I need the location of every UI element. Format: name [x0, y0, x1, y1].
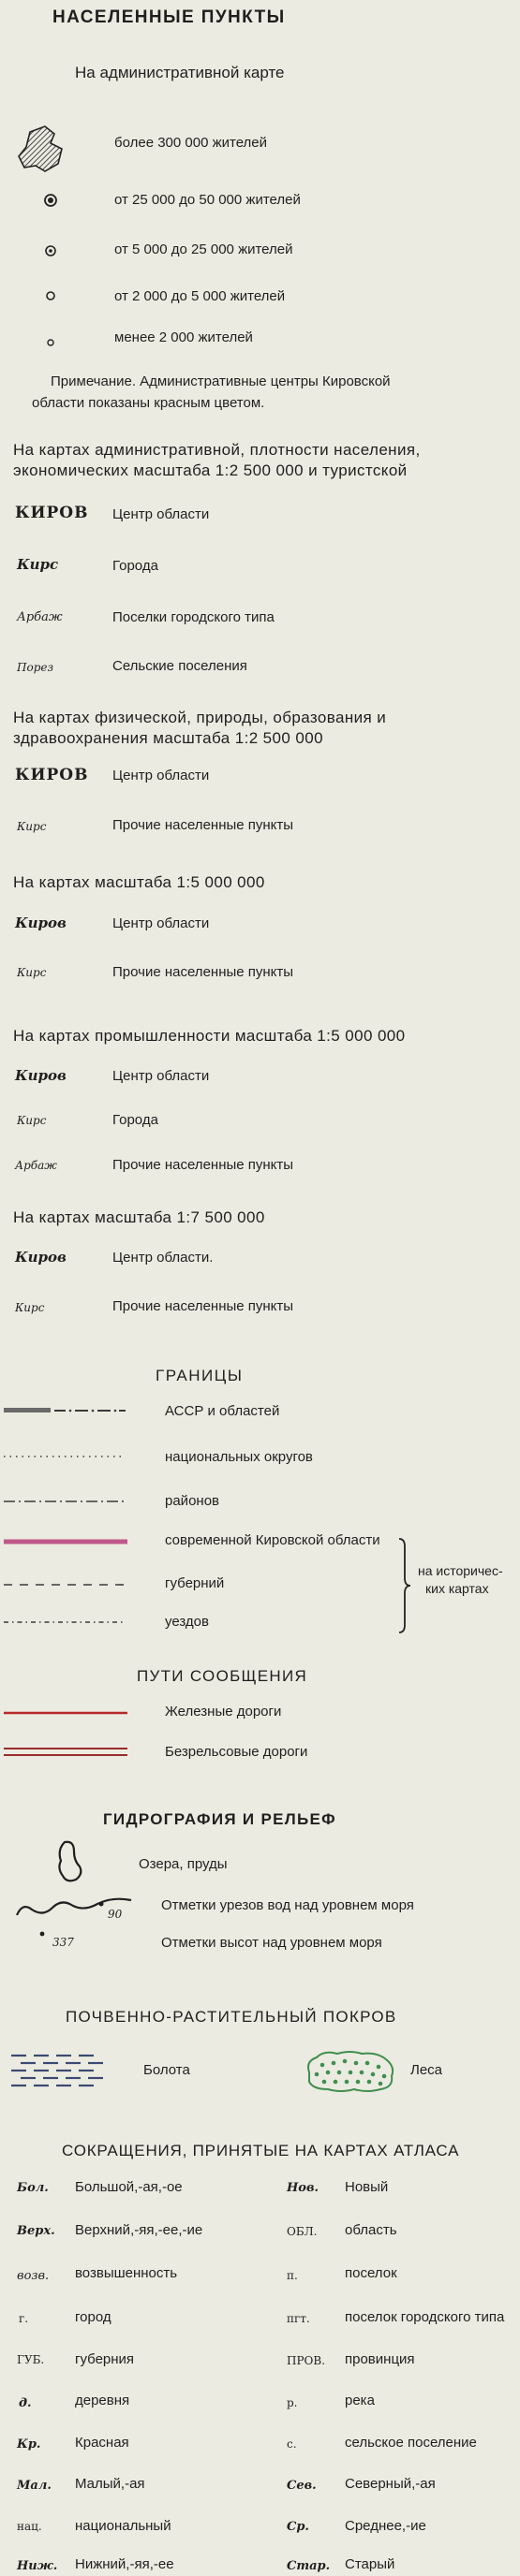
swamp-pattern-icon — [7, 2052, 111, 2089]
abbrev-short: п. — [287, 2269, 298, 2282]
abbrev-short: Стар. — [287, 2559, 331, 2573]
road-label: Безрельсовые дороги — [165, 1744, 308, 1760]
sample-urban-settlement: Арбаж — [17, 610, 63, 624]
admin-item-label: от 25 000 до 50 000 жителей — [114, 192, 301, 208]
city-50k-symbol — [43, 193, 58, 208]
section-heading: На картах промышленности масштаба 1:5 000 000 — [13, 1027, 406, 1045]
sample-regional-center: Киров — [15, 1067, 67, 1084]
sample-label: Прочие населенные пункты — [112, 1157, 294, 1173]
abbrev-full: Красная — [75, 2435, 129, 2451]
abbrev-full: национальный — [75, 2518, 171, 2534]
sample-label: Города — [112, 1112, 158, 1128]
historical-note: на историчес- — [418, 1563, 503, 1578]
abbrev-full: губерния — [75, 2351, 135, 2367]
abbrev-short: с. — [287, 2437, 297, 2451]
soil-title: ПОЧВЕННО-РАСТИТЕЛЬНЫЙ ПОКРОВ — [66, 2008, 397, 2026]
admin-note: Примечание. Административные центры Кировской области показаны красным цветом. — [32, 373, 391, 411]
large-city-symbol — [13, 124, 69, 175]
hydro-label: Отметки высот над уровнем моря — [161, 1935, 382, 1951]
abbrev-full: город — [75, 2309, 111, 2325]
section-heading: На картах административной, плотности населения, экономических масштаба 1:2 500 000 и туристской — [13, 441, 421, 479]
railway-line — [4, 1710, 127, 1716]
border-label: районов — [165, 1493, 220, 1509]
sample-label: Прочие населенные пункты — [112, 817, 294, 833]
sample-regional-center: Киров — [15, 915, 67, 931]
abbrev-short: р. — [287, 2396, 298, 2409]
sample-label: Центр области — [112, 1068, 210, 1084]
settlements-title: НАСЕЛЕННЫЕ ПУНКТЫ — [52, 7, 286, 27]
border-district-line — [4, 1499, 126, 1504]
border-label: АССР и областей — [165, 1403, 280, 1419]
abbrev-short: д. — [19, 2396, 32, 2410]
swamp-label: Болота — [143, 2062, 190, 2078]
section-heading: На картах масштаба 1:5 000 000 — [13, 873, 265, 891]
sample-label: Города — [112, 558, 158, 574]
abbrev-short: Нов. — [287, 2181, 319, 2195]
abbrev-full: область — [345, 2222, 397, 2238]
sample-label: Прочие населенные пункты — [112, 1298, 294, 1314]
height-point-icon — [39, 1931, 45, 1937]
city-25k-symbol — [43, 243, 58, 258]
sample-regional-center: КИРОВ — [15, 766, 89, 784]
abbrev-full: возвышенность — [75, 2265, 178, 2281]
border-label: национальных округов — [165, 1449, 313, 1465]
historical-note: ких картах — [425, 1581, 489, 1596]
road-line — [4, 1747, 127, 1758]
abbrev-short: нац. — [17, 2520, 42, 2533]
sample-label: Центр области — [112, 915, 210, 931]
borders-title: ГРАНИЦЫ — [156, 1367, 244, 1384]
abbrev-full: Старый — [345, 2556, 395, 2572]
abbrev-full: сельское поселение — [345, 2435, 477, 2451]
border-label: губерний — [165, 1575, 225, 1591]
abbrev-short: Ср. — [287, 2520, 309, 2534]
abbrev-full: поселок городского типа — [345, 2309, 505, 2325]
abbrev-short: ПРОВ. — [287, 2354, 326, 2367]
sample-regional-center: Киров — [15, 1249, 67, 1266]
abbrev-full: Среднее,-ие — [345, 2518, 426, 2534]
abbrev-short: возв. — [17, 2269, 50, 2283]
hydro-label: Отметки урезов вод над уровнем моря — [161, 1897, 414, 1913]
admin-item-label: более 300 000 жителей — [114, 135, 268, 151]
roads-title: ПУТИ СООБЩЕНИЯ — [137, 1667, 308, 1685]
road-label: Железные дороги — [165, 1704, 282, 1720]
admin-item-label: от 5 000 до 25 000 жителей — [114, 242, 293, 257]
admin-map-heading: На административной карте — [75, 64, 285, 81]
hydro-label: Озера, пруды — [139, 1856, 228, 1872]
abbrev-full: Нижний,-яя,-ее — [75, 2556, 174, 2572]
abbrev-title: СОКРАЩЕНИЯ, ПРИНЯТЫЕ НА КАРТАХ АТЛАСА — [62, 2142, 460, 2159]
border-province-line — [4, 1582, 126, 1588]
sample-rural-settlement: Порез — [17, 661, 54, 674]
sample-label: Сельские поселения — [112, 658, 247, 674]
abbrev-full: поселок — [345, 2265, 397, 2281]
forest-pattern-icon — [304, 2050, 397, 2093]
lake-icon — [53, 1840, 85, 1883]
abbrev-short: Ниж. — [17, 2559, 58, 2573]
historical-brace — [397, 1537, 412, 1634]
abbrev-full: Северный,-ая — [345, 2476, 436, 2492]
abbrev-short: Бол. — [17, 2181, 49, 2195]
section-heading: На картах масштаба 1:7 500 000 — [13, 1208, 265, 1226]
admin-item-label: менее 2 000 жителей — [114, 329, 253, 345]
town-5k-symbol — [45, 290, 56, 301]
sample-label: Центр области — [112, 506, 210, 522]
border-assr-line — [4, 1406, 126, 1415]
abbrev-short: ГУБ. — [17, 2353, 45, 2366]
height-mark: 337 — [52, 1936, 74, 1949]
abbrev-short: Верх. — [17, 2224, 55, 2238]
abbrev-short: г. — [19, 2312, 29, 2325]
abbrev-full: Верхний,-яя,-ее,-ие — [75, 2222, 203, 2238]
border-label: современной Кировской области — [165, 1532, 380, 1548]
sample-other-settlement: Кирс — [17, 966, 47, 979]
abbrev-short: Кр. — [17, 2437, 41, 2452]
admin-item-label: от 2 000 до 5 000 жителей — [114, 288, 286, 304]
sample-label: Поселки городского типа — [112, 609, 275, 625]
border-kirov-line — [4, 1538, 127, 1545]
abbrev-full: деревня — [75, 2393, 130, 2408]
forest-label: Леса — [410, 2062, 443, 2078]
sample-label: Центр области. — [112, 1250, 214, 1266]
water-level-mark: 90 — [108, 1908, 123, 1921]
sample-city: Кирс — [17, 556, 59, 573]
abbrev-full: Малый,-ая — [75, 2476, 145, 2492]
sample-other-settlement: Кирс — [15, 1301, 45, 1314]
sample-regional-center: КИРОВ — [15, 504, 89, 522]
border-label: уездов — [165, 1614, 209, 1630]
village-symbol — [46, 338, 55, 347]
abbrev-full: Новый — [345, 2179, 389, 2195]
section-heading: На картах физической, природы, образования и здравоохранения масштаба 1:2 500 000 — [13, 709, 387, 747]
hydro-title: ГИДРОГРАФИЯ И РЕЛЬЕФ — [103, 1810, 336, 1828]
abbrev-short: Мал. — [17, 2479, 52, 2493]
sample-label: Прочие населенные пункты — [112, 964, 294, 980]
abbrev-short: ОБЛ. — [287, 2225, 318, 2238]
abbrev-short: пгт. — [287, 2312, 310, 2325]
sample-label: Центр области — [112, 768, 210, 783]
abbrev-full: река — [345, 2393, 375, 2408]
border-national-line — [4, 1454, 126, 1459]
sample-city: Кирс — [17, 1114, 47, 1127]
sample-other-settlement: Кирс — [17, 820, 47, 833]
border-uyezd-line — [4, 1619, 126, 1625]
abbrev-short: Сев. — [287, 2479, 317, 2493]
sample-other-settlement: Арбаж — [15, 1159, 57, 1172]
abbrev-full: Большой,-ая,-ое — [75, 2179, 183, 2195]
abbrev-full: провинция — [345, 2351, 415, 2367]
